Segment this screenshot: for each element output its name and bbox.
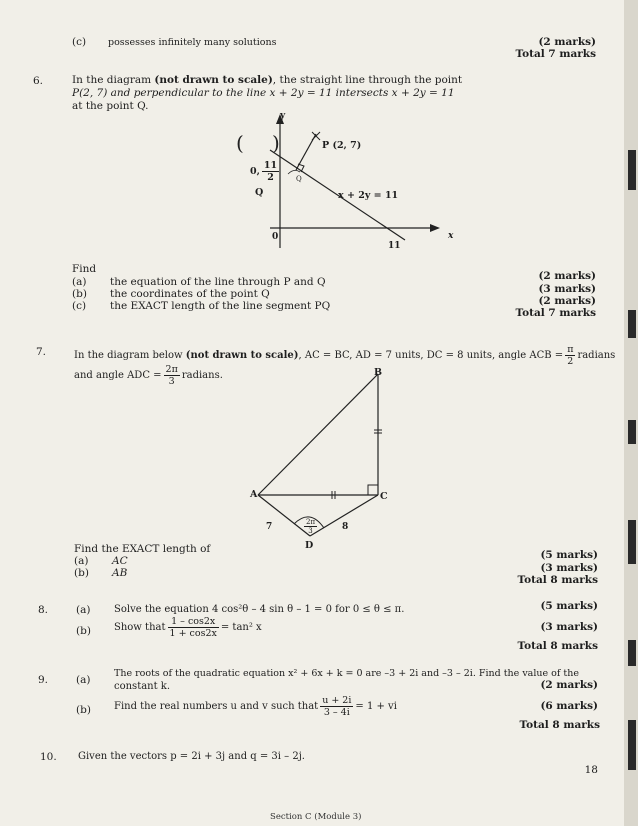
top-marks: (2 marks): [538, 36, 596, 48]
q6-part-c-marks: (2 marks): [538, 295, 596, 307]
q6-p-label: P (2, 7): [322, 140, 362, 151]
q7-label-b: B: [374, 367, 383, 378]
q6-q-label: Q: [255, 187, 264, 198]
q6-q-near-label: Q: [296, 175, 302, 183]
q7-label-dc: 8: [342, 522, 349, 532]
q6-y-label: y: [280, 111, 286, 121]
q8-a-letter: (a): [76, 604, 91, 616]
q6-q-coordinate: 0, $\frac{11}{2}$: [250, 160, 278, 183]
q6-line3: at the point Q.: [72, 100, 149, 112]
q9-a-marks: (2 marks): [540, 679, 598, 691]
q6-x-label: x: [448, 231, 454, 241]
q8-b-text: Show that $\frac{1 - \cos 2x}{1 + \cos 2x}$ = tan² x: [114, 616, 262, 639]
q6-number: 6.: [33, 75, 44, 87]
q8-number: 8.: [38, 604, 49, 616]
page-edge-shadow: [624, 0, 638, 826]
q7-part-b-text: AB: [112, 567, 128, 579]
q7-label-ad: 7: [266, 522, 273, 532]
q7-part-a-marks: (5 marks): [540, 549, 598, 561]
q6-find: Find: [72, 263, 97, 275]
q6-part-c-text: the EXACT length of the line segment PQ: [110, 300, 331, 312]
q7-part-b-marks: (3 marks): [540, 562, 598, 574]
edge-mark: [628, 310, 636, 338]
edge-mark: [628, 640, 636, 666]
q7-number: 7.: [36, 346, 47, 358]
q8-b-marks: (3 marks): [540, 621, 598, 633]
q9-number: 9.: [38, 674, 49, 686]
q8-a-text: Solve the equation 4 cos²θ – 4 sin θ – 1 = 0 for 0 ≤ θ ≤ π.: [114, 604, 405, 615]
q-coord-bracket-left: (: [236, 131, 244, 155]
q6-line1: In the diagram (not drawn to scale), the straight line through the point: [72, 74, 463, 86]
q7-line2: and angle ADC = $\frac{2\pi}{3}$ radians.: [74, 364, 223, 387]
right-angle-mark: [368, 485, 378, 495]
q6-line-label: x + 2y = 11: [338, 190, 399, 201]
q7-part-a-text: AC: [112, 555, 128, 567]
q6-part-b-marks: (3 marks): [538, 283, 596, 295]
top-part-letter: (c): [72, 36, 87, 48]
q6-diagram: [230, 108, 470, 258]
q10-text: Given the vectors p = 2i + 3j and q = 3i – 2j.: [78, 751, 305, 762]
q7-part-a-letter: (a): [74, 555, 89, 567]
q10-number: 10.: [40, 751, 57, 763]
edge-mark: [628, 420, 636, 444]
edge-mark: [628, 720, 636, 770]
q7-line1: In the diagram below (not drawn to scale), AC = BC, AD = 7 units, DC = 8 units, angle ACB = $\frac{\pi}{2}$ radians: [74, 344, 616, 367]
q7-label-a: A: [250, 489, 258, 500]
q6-total: Total 7 marks: [515, 307, 596, 319]
q7-angle-label: $\frac{2\pi}{3}$: [306, 518, 316, 535]
side-ab: [258, 374, 378, 495]
q7-label-d: D: [305, 540, 314, 551]
q6-part-a-letter: (a): [72, 276, 87, 288]
q6-part-c-letter: (c): [72, 300, 87, 312]
q6-line2: P(2, 7) and perpendicular to the line x + 2y = 11 intersects x + 2y = 11: [72, 87, 455, 99]
x-axis-arrow-icon: [430, 224, 440, 232]
q9-b-text: Find the real numbers u and v such that $\frac{u + 2i}{3 - 4i}$ = 1 + vi: [114, 695, 397, 718]
edge-mark: [628, 520, 636, 564]
top-total: Total 7 marks: [515, 48, 596, 60]
top-part-text: possesses infinitely many solutions: [108, 37, 277, 48]
q8-a-marks: (5 marks): [540, 600, 598, 612]
q-coord-bracket-right: ): [272, 131, 280, 155]
footer-section: Section C (Module 3): [270, 812, 362, 822]
q7-diagram: [250, 368, 400, 543]
q-pointer-curve: [288, 170, 300, 174]
q6-part-a-text: the equation of the line through P and Q: [110, 276, 326, 288]
q7-total: Total 8 marks: [517, 574, 598, 586]
q9-a-text2: constant k.: [114, 681, 171, 692]
q9-a-letter: (a): [76, 674, 91, 686]
q6-part-a-marks: (2 marks): [538, 270, 596, 282]
q7-label-c: C: [380, 491, 388, 502]
q7-find: Find the EXACT length of: [74, 543, 211, 555]
q6-part-b-letter: (b): [72, 288, 87, 300]
q9-total: Total 8 marks: [519, 719, 600, 731]
edge-mark: [628, 150, 636, 190]
q8-total: Total 8 marks: [517, 640, 598, 652]
q7-part-b-letter: (b): [74, 567, 89, 579]
q8-b-letter: (b): [76, 625, 91, 637]
q9-b-letter: (b): [76, 704, 91, 716]
q6-origin-label: 0: [272, 232, 279, 242]
q9-b-marks: (6 marks): [540, 700, 598, 712]
q6-part-b-text: the coordinates of the point Q: [110, 288, 270, 300]
q6-x-intercept-label: 11: [388, 241, 401, 251]
page-number: 18: [584, 764, 598, 776]
q9-a-text: The roots of the quadratic equation x² + 6x + k = 0 are –3 + 2i and –3 – 2i. Find the value of the: [114, 668, 579, 679]
